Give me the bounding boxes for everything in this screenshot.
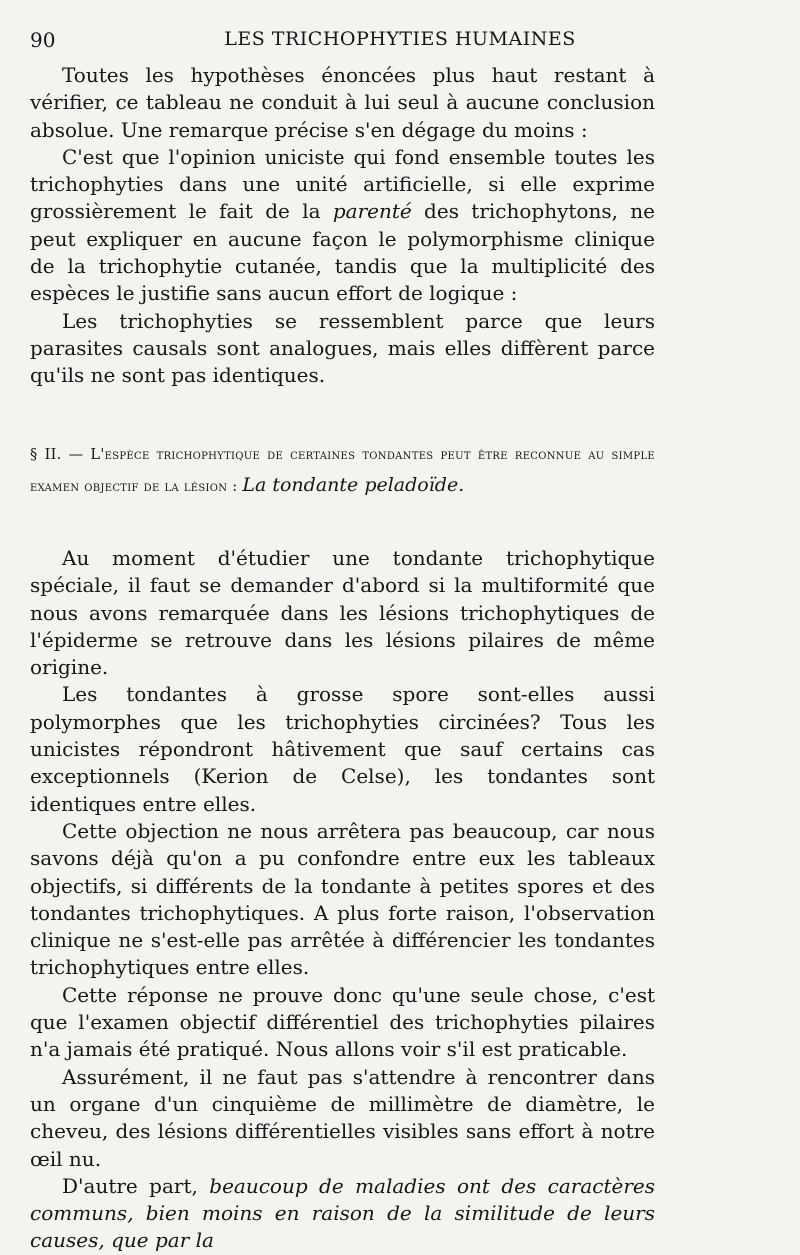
italic-text: beaucoup de maladies ont des caractères communs, bien moins en raison de la similitude de leurs causes, que par la bbox=[30, 1173, 655, 1253]
running-title: LES TRICHOPHYTIES HUMAINES bbox=[224, 28, 576, 50]
paragraph: Cette réponse ne prouve donc qu'une seule chose, c'est que l'examen objectif différentiel des trichophyties pilaires n'a jamais été pratiqué. Nous allons voir s'il est praticable. bbox=[30, 982, 655, 1062]
body-text-bottom bbox=[30, 545, 655, 1255]
paragraph: Toutes les hypothèses énoncées plus haut restant à vérifier, ce tableau ne conduit à lui seul à aucune conclusion absolue. Une remarque précise s'en dégage du moins : bbox=[30, 63, 655, 142]
text-run: des trichophytons, ne peut expliquer en aucune façon le polymorphisme clinique de la trichophytie cutanée, tandis que la multiplicité des espèces le justifie sans aucun effort de logique : bbox=[30, 199, 655, 306]
paragraph: Assurément, il ne faut pas s'attendre à rencontrer dans un organe d'un cinquième de millimètre de diamètre, le cheveu, des lésions différentielles visibles sans effort à notre œil nu. bbox=[30, 1064, 655, 1171]
paragraph: Les tondantes à grosse spore sont-elles aussi polymorphes que les trichophyties circinées? Tous les unicistes répondront hâtivement que sauf certains cas exceptionnels (Kerion de Celse), les tondantes sont identiques entre elles. bbox=[30, 682, 655, 816]
section-heading-italic: La tondante peladoïde. bbox=[242, 474, 465, 496]
text-run: C'est que l'opinion uniciste qui fond ensemble toutes les trichophyties dans une unité artificielle, si elle exprime grossièrement le fait de la bbox=[30, 144, 655, 224]
page-header bbox=[30, 28, 770, 58]
paragraph: Au moment d'étudier une tondante trichophytique spéciale, il faut se demander d'abord si la multiformité que nous avons remarquée dans les lésions trichophytiques de l'épiderme se retrouve dans les lésions pilaires de même origine. bbox=[30, 546, 655, 680]
section-mark: § II. — bbox=[30, 447, 91, 463]
paragraph: Les trichophyties se ressemblent parce que leurs parasites causals sont analogues, mais elles diffèrent parce qu'ils ne sont pas identiques. bbox=[30, 308, 655, 388]
italic-text: parenté bbox=[332, 199, 412, 224]
page-number: 90 bbox=[30, 28, 56, 52]
text-run: D'autre part, bbox=[62, 1173, 210, 1198]
paragraph: Cette objection ne nous arrêtera pas beaucoup, car nous savons déjà qu'on a pu confondre entre eux les tableaux objectifs, si différents de la tondante à petites spores et des tondantes trichophytiques. A plus forte raison, l'observation clinique ne s'est-elle pas arrêtée à différencier les tondantes trichophytiques entre elles. bbox=[30, 818, 655, 980]
paragraph bbox=[30, 144, 655, 308]
section-heading-text: L'espèce trichophytique de certaines tondantes peut être reconnue au simple examen objectif de la lésion : bbox=[30, 447, 656, 495]
body-text-top bbox=[30, 62, 655, 390]
section-heading bbox=[30, 440, 655, 502]
paragraph bbox=[30, 1173, 655, 1255]
